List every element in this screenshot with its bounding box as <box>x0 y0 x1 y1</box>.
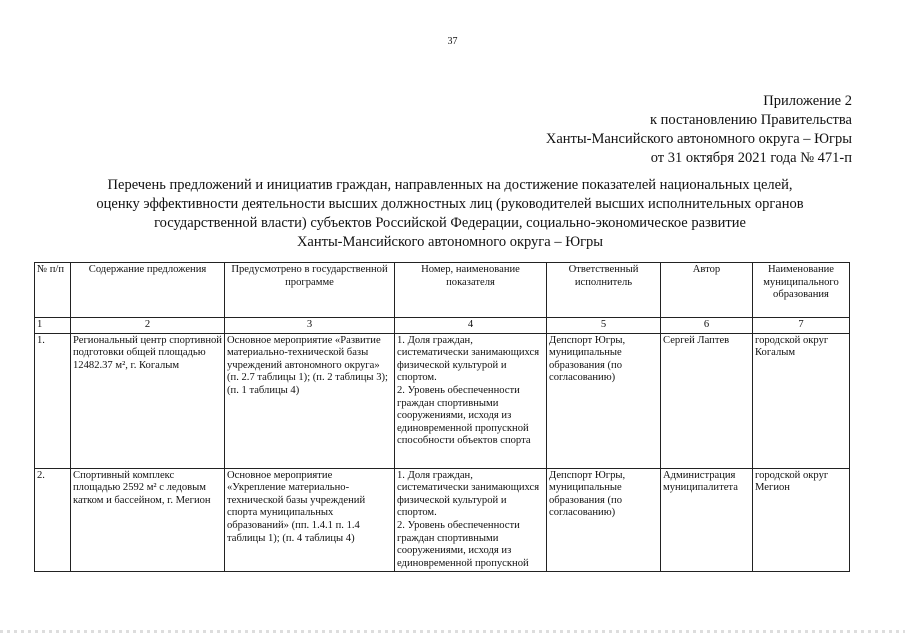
indicator-item: 2. Уровень обеспеченности граждан спортивными сооружениями, исходя из единовременной пропускной способности объектов спорта <box>397 384 531 447</box>
program-reference: Основное мероприятие «Укрепление материально-технической базы учреждений спорта муниципальных образований» (пп. 1.4.1 п. 1.4 таблицы 1); (п. 4 таблицы 4) <box>225 468 395 572</box>
header-content: Содержание предложения <box>71 263 225 318</box>
column-number: 2 <box>71 318 225 334</box>
appendix-line: от 31 октября 2021 года № 471-п <box>650 150 852 166</box>
author: Сергей Лаптев <box>661 333 753 468</box>
municipality: городской округ Мегион <box>753 468 850 572</box>
appendix-line: Ханты-Мансийского автономного округа – Югры <box>545 131 852 147</box>
header-municipality: Наименование муниципального образования <box>753 263 850 318</box>
proposals-table <box>34 262 850 572</box>
row-number: 2. <box>35 468 71 572</box>
column-number: 3 <box>225 318 395 334</box>
header-author: Автор <box>661 263 753 318</box>
column-number: 4 <box>395 318 547 334</box>
appendix-line: к постановлению Правительства <box>650 112 852 128</box>
page-number: 37 <box>447 36 458 47</box>
indicator-item: 2. Уровень обеспеченности граждан спортивными сооружениями, исходя из единовременной пропускной <box>397 519 529 569</box>
proposal-content: Спортивный комплекс площадью 2592 м² с ледовым катком и бассейном, г. Мегион <box>71 468 225 572</box>
table-row <box>35 333 850 468</box>
indicator-item: 1. Доля граждан, систематически занимающихся физической культурой и спортом. <box>397 334 540 384</box>
author: Администрация муниципалитета <box>661 468 753 572</box>
column-number: 5 <box>547 318 661 334</box>
indicator-item: 1. Доля граждан, систематически занимающихся физической культурой и спортом. <box>397 469 540 519</box>
column-number: 1 <box>35 318 71 334</box>
table-row <box>35 468 850 572</box>
title-line: Ханты-Мансийского автономного округа – Югры <box>296 234 604 250</box>
column-number: 7 <box>753 318 850 334</box>
title-line: оценку эффективности деятельности высших должностных лиц (руководителей высших исполнительных органов <box>96 196 804 212</box>
header-indicator: Номер, наименование показателя <box>395 263 547 318</box>
responsible-executor: Депспорт Югры, муниципальные образования (по согласованию) <box>547 333 661 468</box>
scan-edge <box>0 630 905 633</box>
indicator-cell <box>395 333 547 468</box>
header-num: № п/п <box>35 263 71 318</box>
column-number: 6 <box>661 318 753 334</box>
document-title <box>40 176 860 252</box>
responsible-executor: Депспорт Югры, муниципальные образования (по согласованию) <box>547 468 661 572</box>
appendix-line: Приложение 2 <box>763 93 852 109</box>
header-executor: Ответственный исполнитель <box>547 263 661 318</box>
proposal-content: Региональный центр спортивной подготовки общей площадью 12482.37 м², г. Когалым <box>71 333 225 468</box>
title-line: государственной власти) субъектов Российской Федерации, социально-экономическое развитие <box>154 215 746 231</box>
column-number-row <box>35 318 850 334</box>
program-reference: Основное мероприятие «Развитие материально-технической базы учреждений автономного округа» (п. 2.7 таблицы 1); (п. 2 таблицы 3); (п. 1 таблицы 4) <box>225 333 395 468</box>
indicator-cell <box>395 468 547 572</box>
municipality: городской округ Когалым <box>753 333 850 468</box>
header-program: Предусмотрено в государственной программе <box>225 263 395 318</box>
appendix-block <box>546 92 852 168</box>
table-header-row <box>35 263 850 318</box>
row-number: 1. <box>35 333 71 468</box>
title-line: Перечень предложений и инициатив граждан, направленных на достижение показателей национальных целей, <box>107 177 793 193</box>
